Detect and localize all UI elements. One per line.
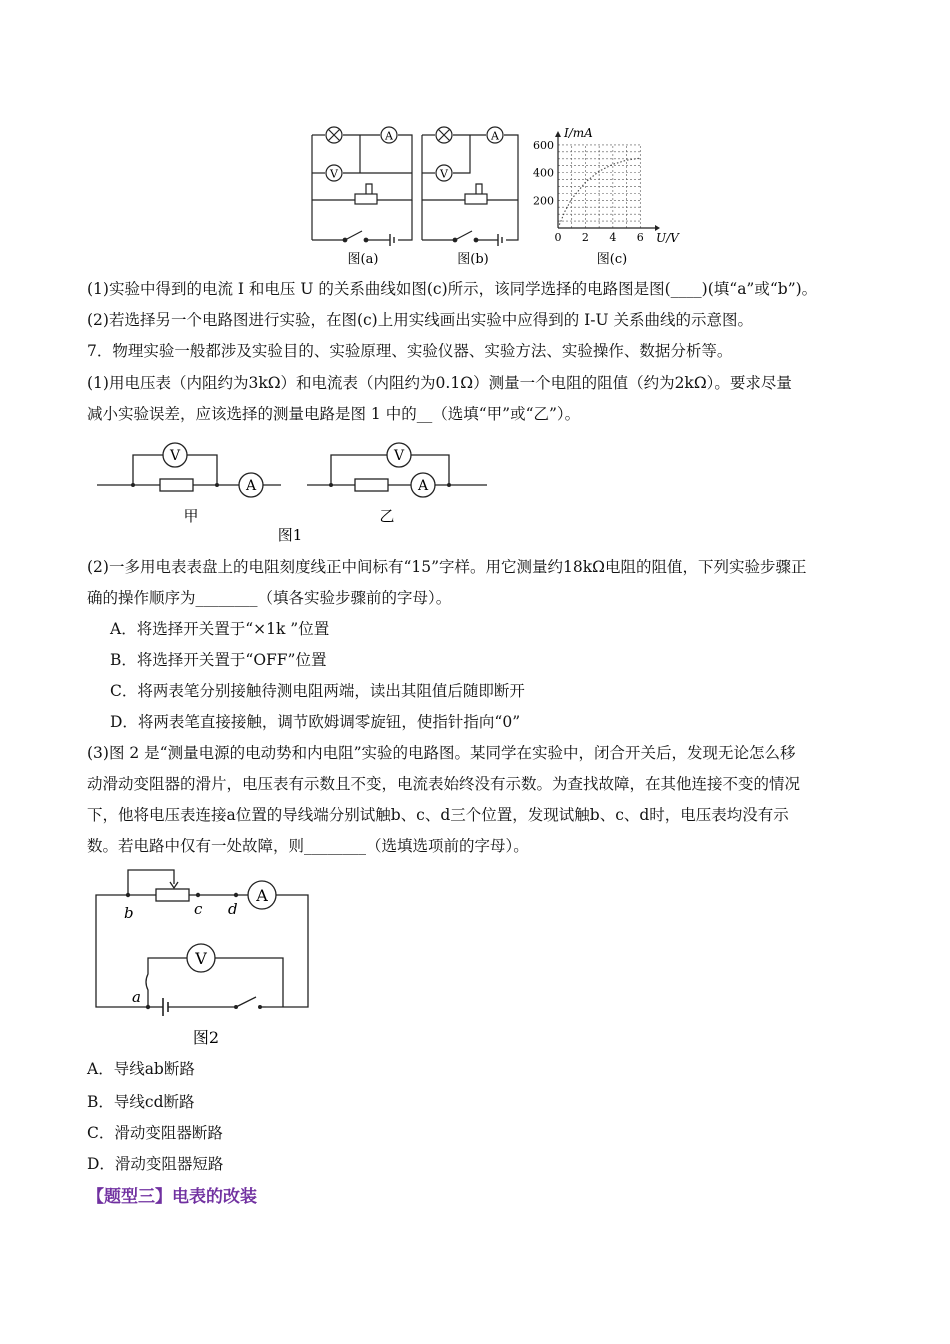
- caption-fig-c: 图(c): [596, 252, 628, 267]
- fig1-ammeter-jia: A: [245, 478, 257, 494]
- fig2-ammeter-label: A: [256, 886, 268, 905]
- fig1-ammeter-yi: A: [417, 478, 429, 494]
- q7-part3-line1: (3)图 2 是“测量电源的电动势和内电阻”实验的电路图。某同学在实验中，闭合开关后，发现无论怎么移: [87, 744, 796, 762]
- x-tick-label: 6: [636, 231, 644, 244]
- fig2-voltmeter-label: V: [195, 949, 207, 968]
- ammeter-a-label: A: [385, 129, 393, 143]
- y-axis-label: I/mA: [564, 126, 593, 140]
- q7-part3-line3: 下，他将电压表连接a位置的导线端分别试触b、c、d三个位置，发现试触b、c、d时，电压表均没有示: [87, 806, 789, 824]
- y-tick-label: 400: [533, 166, 554, 180]
- voltmeter-b-label: V: [440, 167, 448, 181]
- fig1-voltmeter-jia: V: [169, 448, 181, 464]
- figure-1-circuits: [95, 438, 495, 548]
- q7-part2-line2: 确的操作顺序为________（填各实验步骤前的字母）。: [87, 589, 452, 607]
- q7-part3-line4: 数。若电路中仅有一处故障，则________（选填选项前的字母）。: [87, 837, 529, 855]
- q6-part2: (2)若选择另一个电路图进行实验，在图(c)上用实线画出实验中应得到的 I-U 关系曲线的示意图。: [87, 311, 754, 329]
- q7-part2-line1: (2)一多用电表表盘上的电阻刻度线正中间标有“15”字样。用它测量约18kΩ电阻的阻值，下列实验步骤正: [87, 558, 807, 576]
- q7-part3-option-b: B．导线cd断路: [87, 1093, 195, 1111]
- iu-curve-series: [558, 158, 640, 228]
- q7-part2-option-b: B．将选择开关置于“OFF”位置: [110, 651, 327, 669]
- x-tick-label: 4: [609, 231, 617, 244]
- y-tick-label: 200: [533, 194, 554, 208]
- x-axis-label: U/V: [656, 231, 679, 245]
- q7-part3-option-c: C．滑动变阻器断路: [87, 1124, 223, 1142]
- y-tick-label: 600: [533, 138, 554, 152]
- fig2-label-d: d: [228, 900, 238, 918]
- q7-part2-option-c: C．将两表笔分别接触待测电阻两端，读出其阻值后随即断开: [110, 682, 525, 700]
- q7-intro: 7．物理实验一般都涉及实验目的、实验原理、实验仪器、实验方法、实验操作、数据分析等。: [87, 342, 733, 360]
- chart-iu-curve: [533, 126, 680, 245]
- section-heading: 【题型三】电表的改装: [87, 1187, 257, 1207]
- q7-part3-option-d: D．滑动变阻器短路: [87, 1155, 224, 1173]
- q7-part3-line2: 动滑动变阻器的滑片，电压表有示数且不变，电流表始终没有示数。为查找故障，在其他连接不变的情况: [87, 775, 801, 793]
- fig1-label-jia: 甲: [183, 507, 199, 525]
- q7-part1-line1: (1)用电压表（内阻约为3kΩ）和电流表（内阻约为0.1Ω）测量一个电阻的阻值（约为2kΩ）。要求尽量: [87, 374, 792, 392]
- q7-part2-option-a: A．将选择开关置于“×1k ”位置: [110, 620, 330, 638]
- circuit-a: [312, 135, 412, 240]
- ammeter-b-label: A: [491, 129, 499, 143]
- fig2-label-a: a: [132, 988, 141, 1006]
- figure-2-circuit: [88, 862, 318, 1052]
- fig1-label-yi: 乙: [379, 507, 395, 525]
- x-tick-label: 2: [581, 231, 589, 244]
- q7-part3-option-a: A．导线ab断路: [87, 1060, 195, 1078]
- voltmeter-a-label: V: [330, 167, 338, 181]
- figure-circuits-ab-chart-c: [300, 110, 690, 270]
- fig2-caption: 图2: [192, 1028, 220, 1047]
- fig1-voltmeter-yi: V: [393, 448, 405, 464]
- fig2-label-c: c: [194, 900, 203, 918]
- q7-part1-line2: 减小实验误差，应该选择的测量电路是图 1 中的__（选填“甲”或“乙”）。: [87, 405, 581, 423]
- circuit-b: [422, 135, 518, 240]
- fig2-label-b: b: [124, 904, 134, 922]
- q6-part1: (1)实验中得到的电流 I 和电压 U 的关系曲线如图(c)所示，该同学选择的电路图是图(____)(填“a”或“b”)。: [87, 280, 818, 298]
- fig1-caption: 图1: [277, 526, 303, 544]
- caption-fig-b: 图(b): [457, 252, 489, 267]
- y-axis-arrow: [555, 131, 561, 137]
- q7-part2-option-d: D．将两表笔直接接触，调节欧姆调零旋钮，使指针指向“0”: [110, 713, 521, 731]
- caption-fig-a: 图(a): [347, 252, 379, 267]
- x-tick-label: 0: [554, 231, 562, 244]
